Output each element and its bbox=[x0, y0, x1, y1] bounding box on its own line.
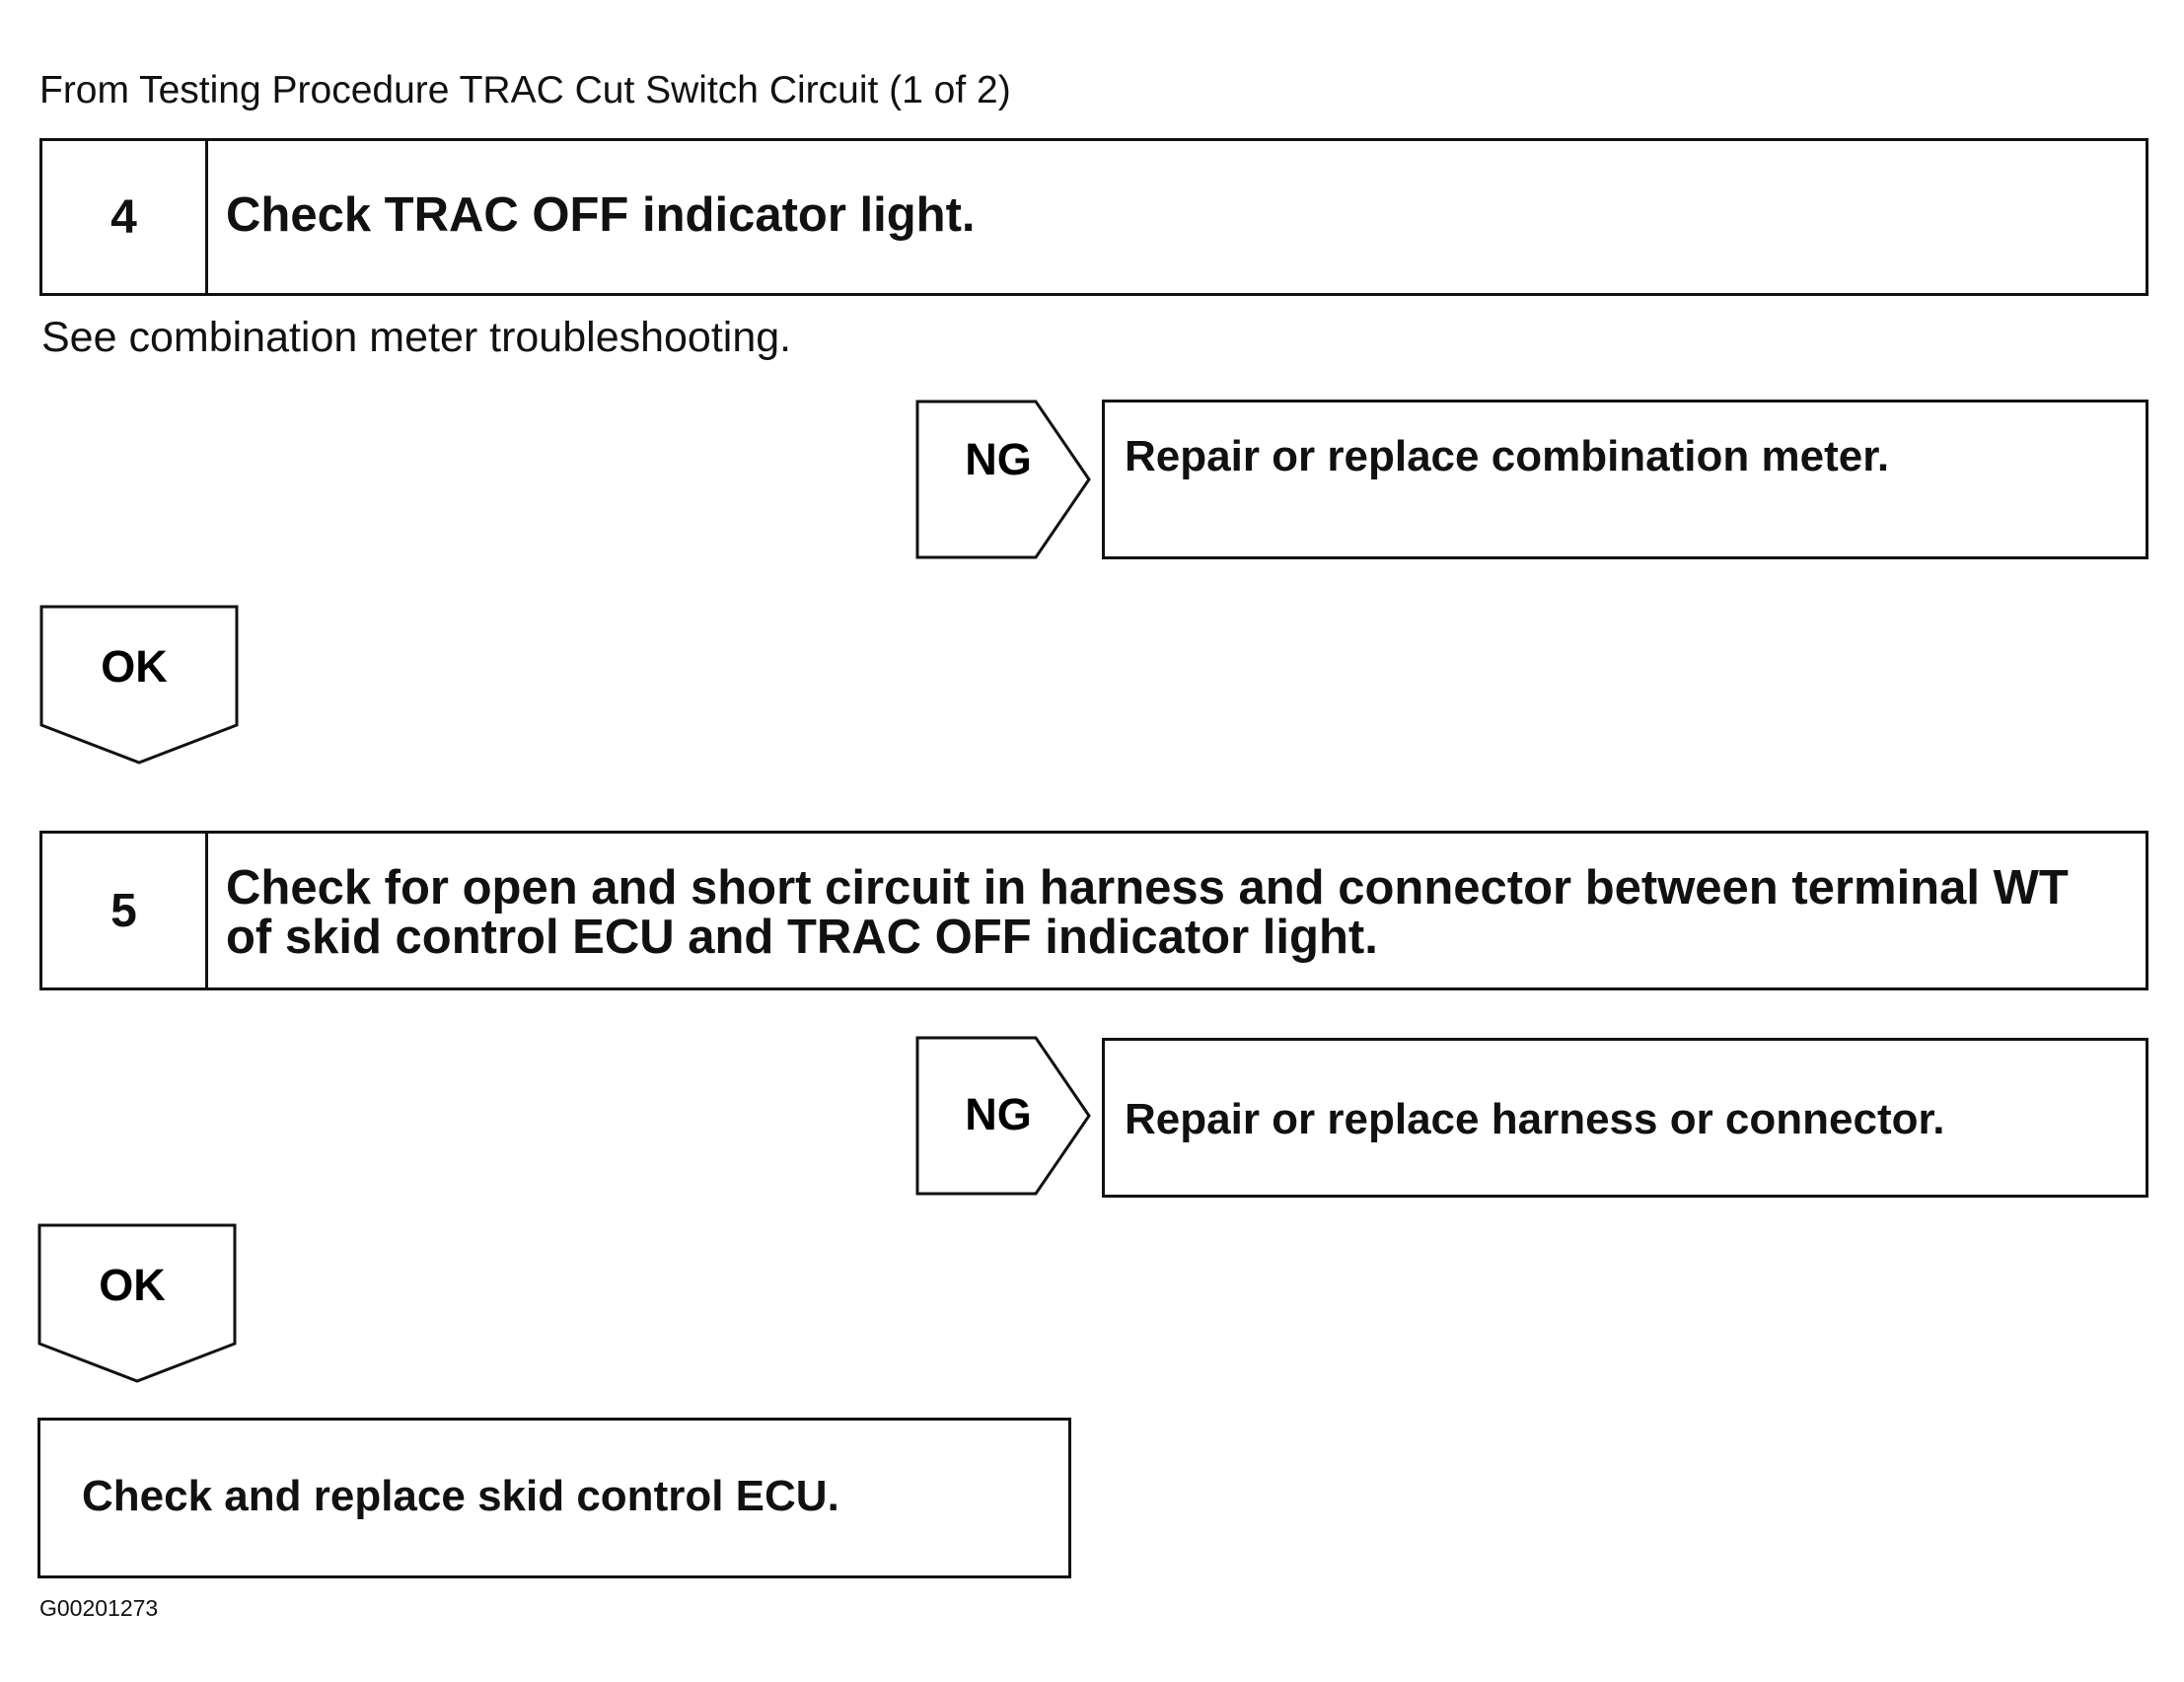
step-4-ok-arrow bbox=[39, 605, 241, 766]
step-4-note: See combination meter troubleshooting. bbox=[41, 314, 792, 361]
step-5-title-line-1: Check for open and short circuit in harness and connector between terminal WT bbox=[226, 861, 2069, 914]
step-4-ng-arrow bbox=[915, 400, 1093, 559]
step-5-ng-result-box bbox=[1102, 1038, 2148, 1198]
step-5-ng-result-text: Repair or replace harness or connector. bbox=[1125, 1095, 1945, 1143]
step-4-title: Check TRAC OFF indicator light. bbox=[226, 188, 976, 242]
step-4-ng-result-box bbox=[1102, 400, 2148, 559]
step-4-number: 4 bbox=[42, 141, 208, 293]
step-5-title-line-2: of skid control ECU and TRAC OFF indicator light. bbox=[226, 911, 1378, 964]
step-4-ng-result-text: Repair or replace combination meter. bbox=[1125, 432, 1890, 480]
step-5-box bbox=[39, 831, 2148, 990]
final-action-box bbox=[37, 1418, 1071, 1578]
step-4-ng-label: NG bbox=[965, 434, 1032, 484]
step-5-ok-arrow bbox=[37, 1223, 239, 1384]
step-5-ok-label: OK bbox=[99, 1260, 166, 1310]
header-text: From Testing Procedure TRAC Cut Switch Circuit (1 of 2) bbox=[39, 69, 1011, 111]
step-4-ok-label: OK bbox=[101, 641, 168, 692]
step-5-ng-label: NG bbox=[965, 1089, 1032, 1139]
figure-code: G00201273 bbox=[39, 1595, 159, 1621]
step-5-ng-arrow bbox=[915, 1036, 1093, 1196]
step-4-box bbox=[39, 138, 2148, 296]
final-action-text: Check and replace skid control ECU. bbox=[82, 1472, 839, 1520]
step-5-number: 5 bbox=[42, 834, 208, 987]
